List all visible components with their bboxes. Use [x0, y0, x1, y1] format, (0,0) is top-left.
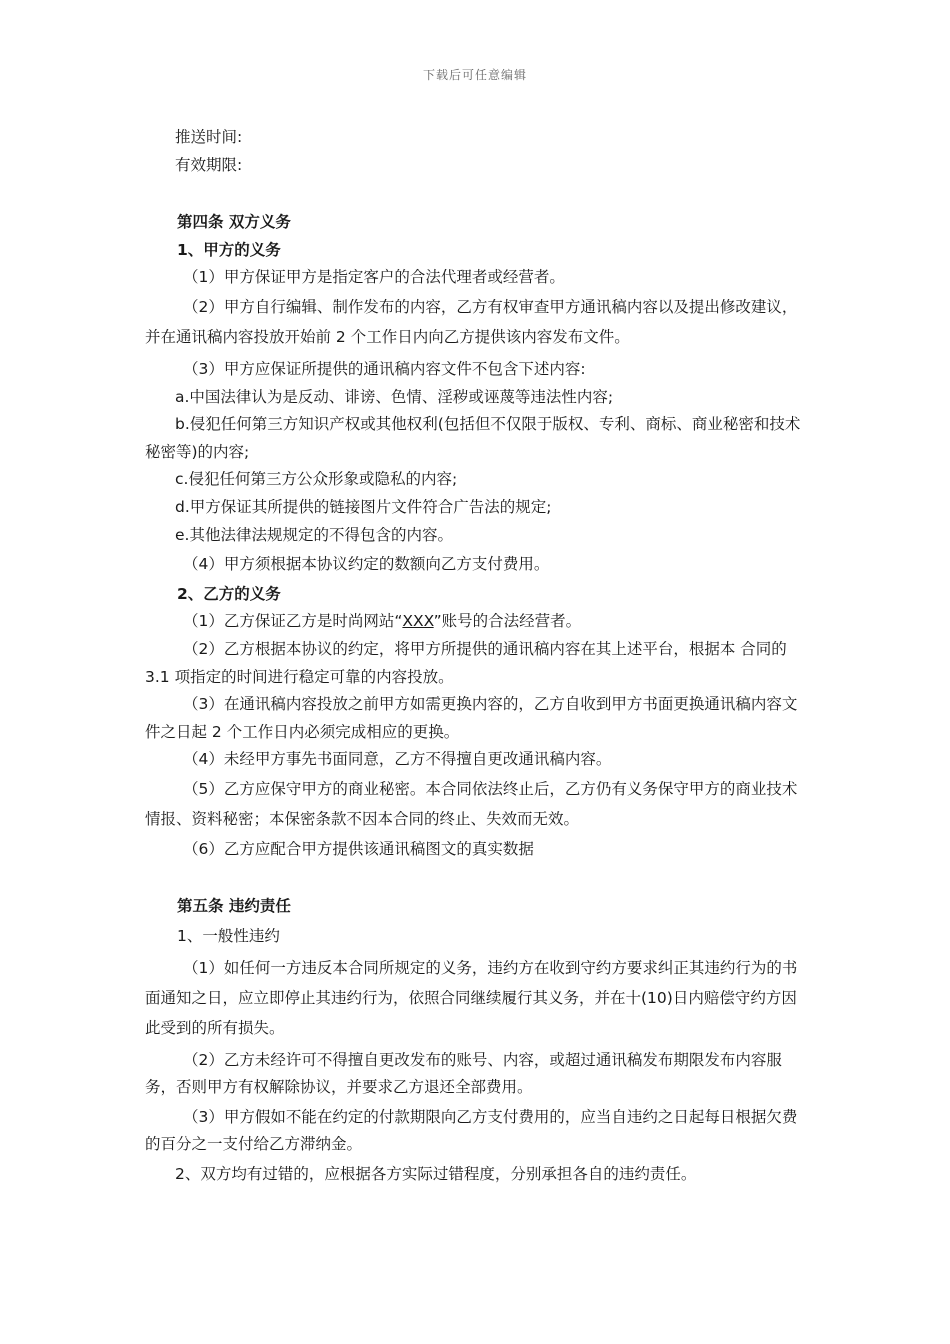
party-b-item-1-suffix: ”账号的合法经营者。: [433, 612, 582, 631]
party-a-item-4: （4）甲方须根据本协议约定的数额向乙方支付费用。: [183, 555, 550, 574]
party-b-item-3: （3）在通讯稿内容投放之前甲方如需更换内容的，乙方自收到甲方书面更换通讯稿内容文件之日起 2 个工作日内必须完成相应的更换。: [145, 695, 798, 741]
sub-item-c: c.侵犯任何第三方公众形象或隐私的内容;: [175, 470, 458, 489]
push-time-field: 推送时间:: [175, 128, 243, 146]
spacer: [145, 179, 810, 209]
breach-item-1: （1）如任何一方违反本合同所规定的义务，违约方在收到守约方要求纠正其违约行为的书面通知之日，应立即停止其违约行为，依照合同继续履行其义务，并在十(10)日内赔偿守约方因此受到的所有损失。: [145, 958, 798, 1037]
party-b-item-6: （6）乙方应配合甲方提供该通讯稿图文的真实数据: [183, 839, 534, 858]
party-b-item-5: （5）乙方应保守甲方的商业秘密。本合同依法终止后，乙方仍有义务保守甲方的商业技术情报、资料秘密；本保密条款不因本合同的终止、失效而无效。: [145, 779, 798, 828]
article4-title: 第四条 双方义务: [177, 213, 291, 232]
breach-item-3: （3）甲方假如不能在约定的付款期限向乙方支付费用的，应当自违约之日起每日根据欠费的百分之一支付给乙方滞纳金。: [145, 1107, 798, 1154]
party-a-item-1: （1）甲方保证甲方是指定客户的合法代理者或经营者。: [183, 268, 565, 287]
breach-clause-2: 2、双方均有过错的，应根据各方实际过错程度，分别承担各自的违约责任。: [175, 1165, 697, 1184]
page-header: 下载后可任意编辑: [422, 68, 527, 82]
party-b-heading: 2、乙方的义务: [177, 584, 281, 603]
party-b-item-2: （2）乙方根据本协议的约定，将甲方所提供的通讯稿内容在其上述平台，根据本 合同的 3.1 项指定的时间进行稳定可靠的内容投放。: [145, 639, 787, 686]
sub-item-a: a.中国法律认为是反动、诽谤、色情、淫秽或诬蔑等违法性内容;: [175, 387, 614, 406]
party-b-item-1: [145, 608, 810, 636]
sub-item-e: e.其他法律法规规定的不得包含的内容。: [175, 525, 453, 544]
spacer: [145, 863, 810, 893]
article5-title: 第五条 违约责任: [177, 897, 291, 916]
document-body: [145, 124, 810, 1189]
party-a-item-2: （2）甲方自行编辑、制作发布的内容，乙方有权审查甲方通讯稿内容以及提出修改建议，并在通讯稿内容投放开始前 2 个工作日内向乙方提供该内容发布文件。: [145, 297, 798, 346]
breach-item-2: （2）乙方未经许可不得擅自更改发布的账号、内容，或超过通讯稿发布期限发布内容服务，否则甲方有权解除协议，并要求乙方退还全部费用。: [145, 1050, 782, 1097]
party-a-item-3: （3）甲方应保证所提供的通讯稿内容文件不包含下述内容:: [183, 359, 586, 378]
party-b-item-1-prefix: （1）乙方保证乙方是时尚网站“: [183, 612, 403, 631]
general-breach-heading: 1、一般性违约: [177, 927, 280, 946]
party-b-item-4: （4）未经甲方事先书面同意，乙方不得擅自更改通讯稿内容。: [183, 750, 612, 769]
valid-period-field: 有效期限:: [175, 155, 243, 174]
sub-item-d: d.甲方保证其所提供的链接图片文件符合广告法的规定;: [175, 497, 552, 516]
party-a-heading: 1、甲方的义务: [177, 240, 281, 259]
account-name: XXX: [402, 612, 434, 631]
sub-item-b: b.侵犯任何第三方知识产权或其他权利(包括但不仅限于版权、专利、商标、商业秘密和技术秘密等)的内容;: [145, 415, 801, 461]
